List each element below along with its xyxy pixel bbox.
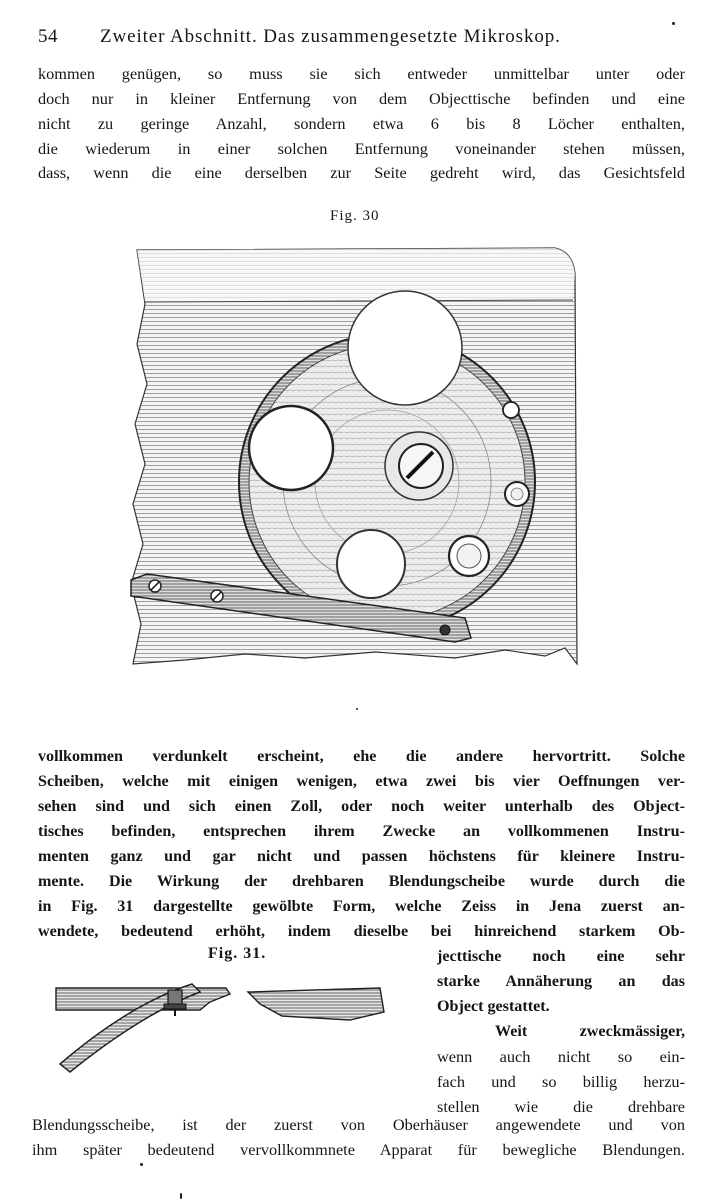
text-line: nicht zu geringe Anzahl, sondern etwa 6 bis 8 Löcher enthalten, [38,114,685,133]
text-line: Blendungsscheibe, ist der zuerst von Oberhäuser angewendete und von [32,1115,685,1134]
figure-31-caption: Fig. 31. [208,945,267,962]
text-line: Object gestattet. [437,998,550,1015]
print-speck [672,22,675,25]
text-line: starke Annäherung an das [437,973,685,990]
figure-30-diaphragm-disc [125,244,579,688]
text-line: Scheiben, welche mit einigen wenigen, etwa zwei bis vier Oeffnungen ver- [38,773,685,790]
text-line: dass, wenn die eine derselben zur Seite gedreht wird, das Gesichtsfeld [38,163,685,182]
text-line: mente. Die Wirkung der drehbaren Blendungscheibe wurde durch die [38,873,685,890]
text-line: vollkommen verdunkelt erscheint, ehe die andere hervortritt. Solche [38,748,685,765]
page-number: 54 [38,26,58,47]
text-line: jecttische noch eine sehr [437,948,685,965]
text-line: ihm später bedeutend vervollkommnete Apparat für bewegliche Blendungen. [32,1140,685,1159]
text-line: Weit zweckmässiger, [495,1023,685,1040]
text-line: sehen sind und sich einen Zoll, oder noch weiter unterhalb des Object- [38,798,685,815]
text-line: wendete, bedeutend erhöht, indem dieselbe bei hinreichend starkem Ob- [38,923,685,940]
text-line: stellen wie die drehbare [437,1097,685,1116]
text-line: wenn auch nicht so ein- [437,1047,685,1066]
text-line: menten ganz und gar nicht und passen höchstens für kleinere Instru- [38,848,685,865]
print-speck [140,1163,143,1166]
text-line: fach und so billig herzu- [437,1072,685,1091]
running-header [38,26,678,52]
text-line: tisches befinden, entsprechen ihrem Zwecke an vollkommenen Instru- [38,823,685,840]
figure-31-curved-diaphragm [50,980,430,1080]
print-speck [356,708,358,710]
print-speck [180,1193,182,1199]
running-title: Zweiter Abschnitt. Das zusammengesetzte Mikroskop. [100,26,561,47]
text-line: kommen genügen, so muss sie sich entweder unmittelbar unter oder [38,64,685,83]
text-line: doch nur in kleiner Entfernung von dem Objecttische befinden und eine [38,89,685,108]
text-line: die wiederum in einer solchen Entfernung voneinander stehen müssen, [38,139,685,158]
text-line: in Fig. 31 dargestellte gewölbte Form, welche Zeiss in Jena zuerst an- [38,898,685,915]
figure-30-caption: Fig. 30 [330,208,380,224]
